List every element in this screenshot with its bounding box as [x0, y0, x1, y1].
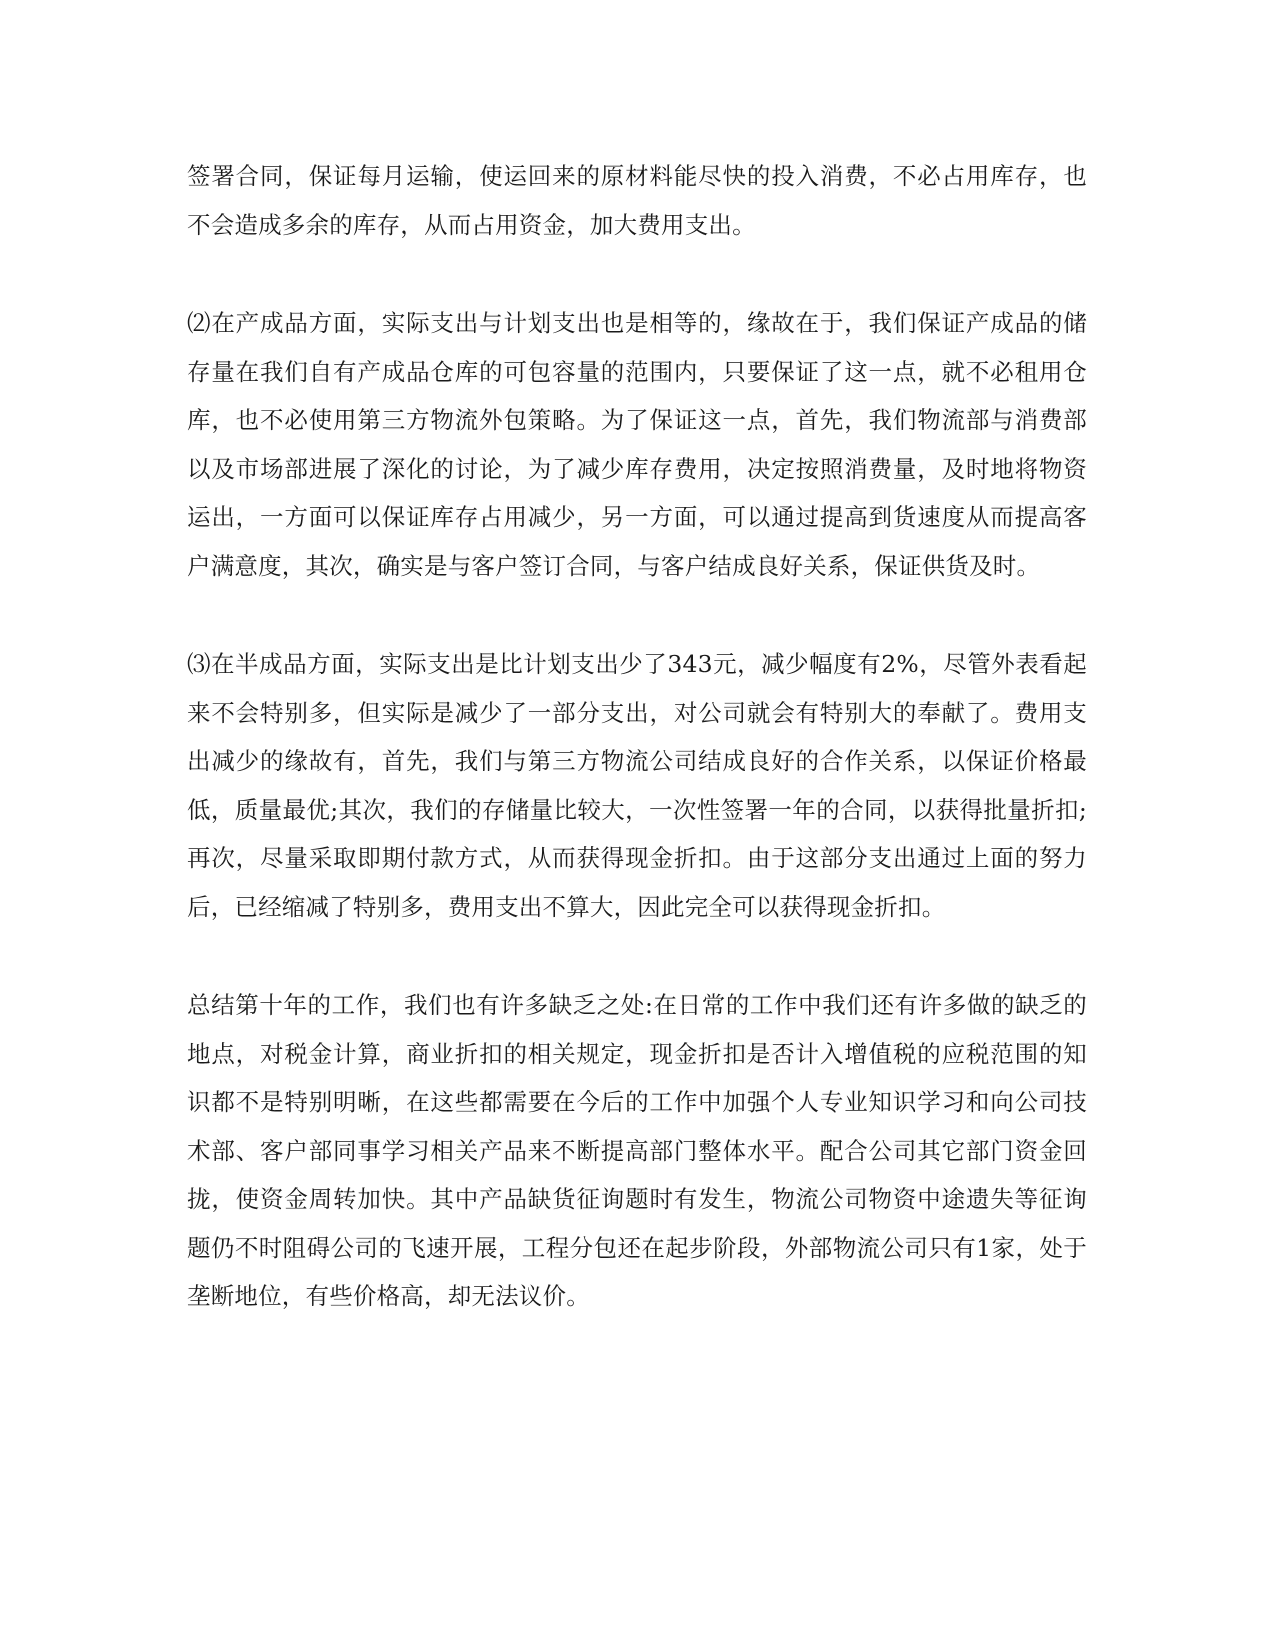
paragraph-summary-shortcomings: 总结第十年的工作，我们也有许多缺乏之处:在日常的工作中我们还有许多做的缺乏的地点，对税金计算，商业折扣的相关规定，现金折扣是否计入增值税的应税范围的知识都不是特别明晰，在这些都需要在今后的工作中加强个人专业知识学习和向公司技术部、客户部同事学习相关产品来不断提高部门整体水平。配合公司其它部门资金回拢，使资金周转加快。其中产品缺货征询题时有发生，物流公司物资中途遗失等征询题仍不时阻碍公司的飞速开展，工程分包还在起步阶段，外部物流公司只有1家，处于垄断地位，有些价格高，却无法议价。 [187, 991, 1087, 1310]
paragraph-gap [187, 590, 1087, 640]
paragraph-contract-continuation: 签署合同，保证每月运输，使运回来的原材料能尽快的投入消费，不必占用库存，也不会造成多余的库存，从而占用资金，加大费用支出。 [187, 162, 1087, 239]
paragraph-semi-finished-products: ⑶在半成品方面，实际支出是比计划支出少了343元，减少幅度有2%，尽管外表看起来不会特别多，但实际是减少了一部分支出，对公司就会有特别大的奉献了。费用支出减少的缘故有，首先，我们与第三方物流公司结成良好的合作关系，以保证价格最低，质量最优;其次，我们的存储量比较大，一次性签署一年的合同，以获得批量折扣;再次，尽量采取即期付款方式，从而获得现金折扣。由于这部分支出通过上面的努力后，已经缩减了特别多，费用支出不算大，因此完全可以获得现金折扣。 [187, 650, 1087, 921]
paragraph-gap [187, 931, 1087, 981]
paragraph-finished-products: ⑵在产成品方面，实际支出与计划支出也是相等的，缘故在于，我们保证产成品的储存量在我们自有产成品仓库的可包容量的范围内，只要保证了这一点，就不必租用仓库，也不必使用第三方物流外包策略。为了保证这一点，首先，我们物流部与消费部以及市场部进展了深化的讨论，为了减少库存费用，决定按照消费量，及时地将物资运出，一方面可以保证库存占用减少，另一方面，可以通过提高到货速度从而提高客户满意度，其次，确实是与客户签订合同，与客户结成良好关系，保证供货及时。 [187, 309, 1087, 580]
document-body [187, 152, 1087, 1321]
paragraph-gap [187, 249, 1087, 299]
